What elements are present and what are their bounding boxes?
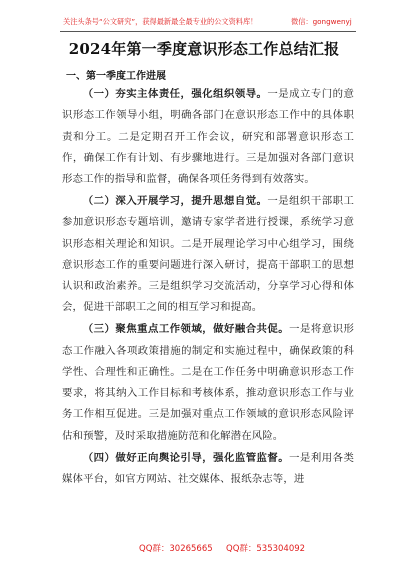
header-divider <box>60 31 356 32</box>
document-body <box>62 84 354 491</box>
paragraph-lead: （四）做好正向舆论引导，强化监管监督。 <box>82 451 290 464</box>
footer-banner <box>0 540 408 556</box>
paragraph-3 <box>62 319 354 447</box>
paragraph-text: 一是利用各类媒体平台，如官方网站、社交媒体、报纸杂志等，进 <box>62 451 354 485</box>
paragraph-lead: （二）深入开展学习，提升思想自觉。 <box>82 194 268 207</box>
footer-qq-group-1: QQ群：30265665 <box>139 544 213 554</box>
paragraph-text: 一是成立专门的意识形态工作领导小组，明确各部门在意识形态工作中的具体职责和分工。二是定期召开工作会议，研究和部署意识形态工作，确保工作有计划、有步骤地进行。三是加强对各部门意识形态工作的指导和监督，确保各项任务得到有效落实。 <box>62 88 354 186</box>
paragraph-lead: （一）夯实主体责任，强化组织领导。 <box>82 88 268 100</box>
header-promo-text: 关注头条号“公文研究”，获得最新最全最专业的公文资料库！ <box>63 17 258 26</box>
paragraph-1 <box>62 84 354 190</box>
paragraph-4 <box>62 448 354 491</box>
document-title: 2024年第一季度意识形态工作总结汇报 <box>68 40 340 58</box>
paragraph-2 <box>62 191 354 319</box>
header-wechat-id: 微信：gongwenyj <box>291 17 352 26</box>
paragraph-text: 一是组织干部职工参加意识形态专题培训，邀请专家学者进行授课，系统学习意识形态相关理论和知识。二是开展理论学习中心组学习，围绕意识形态工作的重要问题进行深入研讨，提高干部职工的思想认识和政治素养。三是组织学习交流活动，分享学习心得和体会，促进干部职工之间的相互学习和提高。 <box>62 194 354 314</box>
paragraph-lead: （三）聚焦重点工作领域，做好融合共促。 <box>82 323 290 336</box>
paragraph-text: 一是将意识形态工作融入各项政策措施的制定和实施过程中，确保政策的科学性、合理性和正确性。二是在工作任务中明确意识形态工作要求，将其纳入工作目标和考核体系，推动意识形态工作与业务工作相互促进。三是加强对重点工作领域的意识形态风险评估和预警，及时采取措施防范和化解潜在风险。 <box>62 323 354 442</box>
header-banner <box>0 14 408 30</box>
footer-qq-group-2: QQ群：535304092 <box>226 544 306 554</box>
section-heading: 一、第一季度工作进展 <box>66 71 166 82</box>
